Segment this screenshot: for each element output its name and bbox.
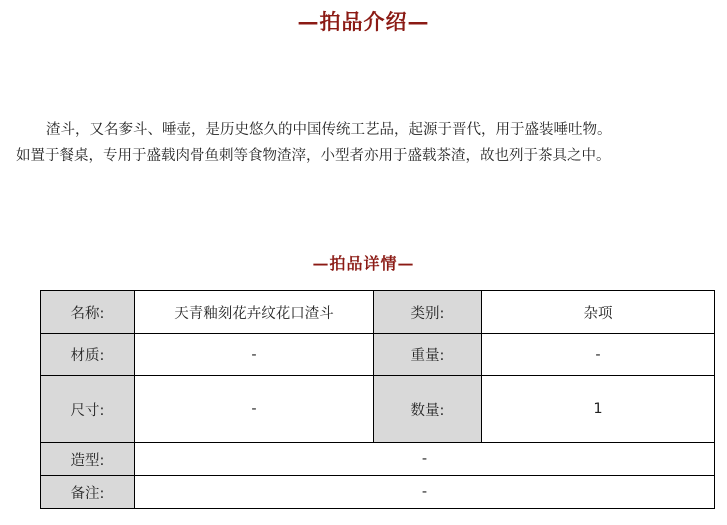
shape-value: -	[135, 443, 715, 476]
category-label: 类别:	[374, 291, 482, 334]
table-row	[41, 334, 715, 376]
detail-table	[40, 290, 715, 509]
size-value: -	[135, 376, 374, 443]
table-row	[41, 476, 715, 509]
note-value: -	[135, 476, 715, 509]
material-value: -	[135, 334, 374, 376]
size-label: 尺寸:	[41, 376, 135, 443]
category-value: 杂项	[482, 291, 715, 334]
quantity-value: 1	[482, 376, 715, 443]
table-row	[41, 291, 715, 334]
name-value: 天青釉刻花卉纹花口渣斗	[135, 291, 374, 334]
material-label: 材质:	[41, 334, 135, 376]
quantity-label: 数量:	[374, 376, 482, 443]
name-label: 名称:	[41, 291, 135, 334]
weight-label: 重量:	[374, 334, 482, 376]
shape-label: 造型:	[41, 443, 135, 476]
detail-section-title: —拍品详情—	[312, 254, 415, 273]
intro-line-2: 如置于餐桌，专用于盛载肉骨鱼刺等食物渣滓，小型者亦用于盛载茶渣，故也列于茶具之中。	[16, 148, 611, 164]
note-label: 备注:	[41, 476, 135, 509]
intro-section-title: —拍品介绍—	[297, 9, 430, 34]
intro-line-1: 渣斗，又名奓斗、唾壶，是历史悠久的中国传统工艺品，起源于晋代，用于盛装唾吐物。	[46, 122, 612, 138]
intro-description	[16, 117, 716, 169]
table-row	[41, 376, 715, 443]
weight-value: -	[482, 334, 715, 376]
table-row	[41, 443, 715, 476]
